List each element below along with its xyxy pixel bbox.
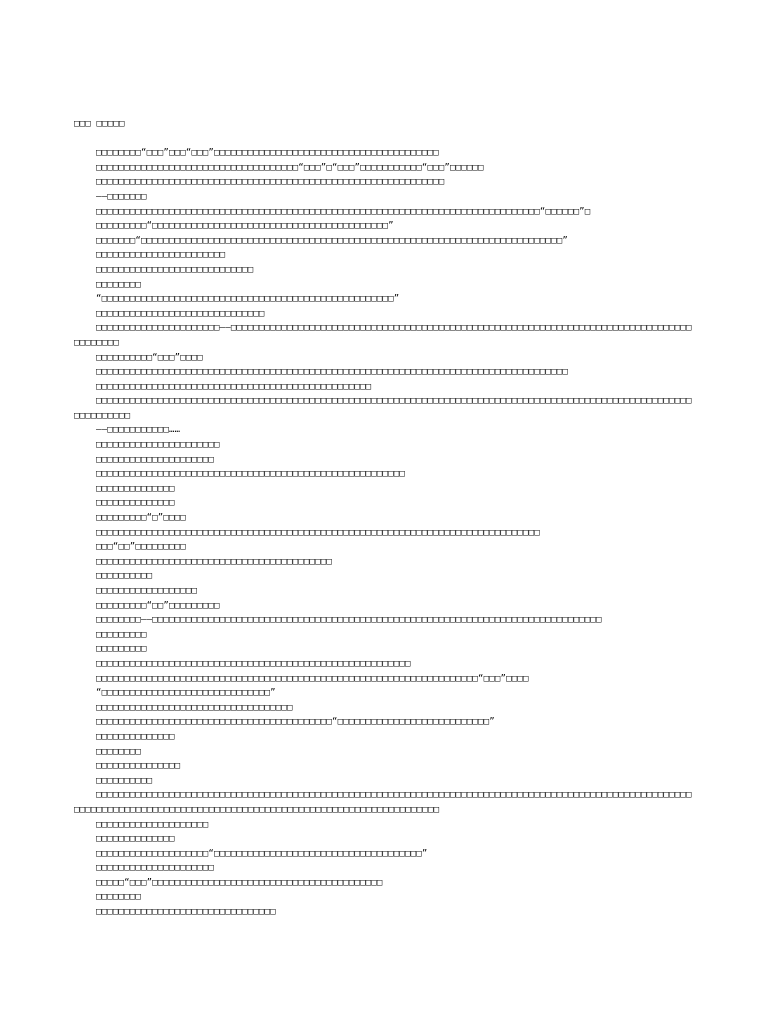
paragraph: □□□□□□□□□□□□□□ (96, 498, 175, 509)
paragraph: “□□□□□□□□□□□□□□□□□□□□□□□□□□□□□□” (96, 688, 276, 699)
paragraph: □□□□□□□□□□□□□□□□□□□□□□□□□□□□□□□□□□□□□□□□□□□□□□□□□□□□□□□□□□□□□□□□□□□□□□□□□□□□□□□□□□□□□□□□□□□□□□□□□□□□□□□□□□□□□□□□□□□□ (74, 396, 692, 421)
paragraph: □□□□□□□□□□□□□□ (96, 483, 175, 494)
paragraph: □□□□□□□□□□□□□□□ (96, 761, 181, 772)
paragraph: □□□□□□□□□□□□□□ (96, 731, 175, 742)
paragraph: □□□□□□□□□□□□□□□□□□□□□□□□□□□□□□□□□□□□□□□□□□□□□□□□□□□□□□□□ (96, 658, 411, 669)
document-body (74, 117, 696, 920)
paragraph-list (74, 146, 696, 919)
paragraph: □□□□□□□□□□□□□□□□□□□□□□□□□□□□□□□□□□□□□□□□□□□□□□□□□□□□□□□□□□□□□□□□□□□□“□□□”□□□□ (96, 673, 529, 684)
paragraph: □□□□□□□□“□□□”□□□“□□□”□□□□□□□□□□□□□□□□□□□□□□□□□□□□□□□□□□□□□□□□ (96, 148, 439, 159)
paragraph: □□□□□□□“□□□□□□□□□□□□□□□□□□□□□□□□□□□□□□□□□□□□□□□□□□□□□□□□□□□□□□□□□□□□□□□□□□□□□□□□□□□” (96, 235, 568, 246)
paragraph: □□□“□□”□□□□□□□□□ (96, 542, 186, 553)
paragraph: “□□□□□□□□□□□□□□□□□□□□□□□□□□□□□□□□□□□□□□□□□□□□□□□□□□□□” (96, 294, 400, 305)
paragraph: □□□□□□□□□□□□□□□□□□□□□□□□□□□□□□□□□□□□□□□□□□□□□□□□□□□□□□□□□□□□□□□□□□□□□□□□□□□□□□□“□□□□□□”□ (96, 206, 591, 217)
paragraph: □□□□□□□□□“□”□□□□ (96, 513, 186, 524)
paragraph: □□□□□□□□□□□□□□□□□□□□□□□□□□□□□□□□□□□□□□□□□□□□□□□□□□□□□□□□□□□□□□ (96, 177, 445, 188)
paragraph: □□□□□□□□□□□□□□□□□□□□□□□□□□□□□□□□□□□□□□□□□□□□□□□□□ (96, 381, 372, 392)
paragraph: □□□□□□□□□□□□□□□□□□□□□□□□□□□□□□ (96, 308, 265, 319)
paragraph: □□□□□□□□□□ (96, 571, 153, 582)
document-title: □□□ □□□□□ (74, 119, 125, 129)
paragraph: □□□□□□□□□“□□”□□□□□□□□□ (96, 600, 220, 611)
paragraph: □□□□□□□□□□□□□□ (96, 834, 175, 845)
paragraph: □□□□□□□□□□□□□□□□□□□□□□□□□□□□□□□□□□□□□□□□□□□□□□□□□□□□□□□ (96, 469, 406, 480)
paragraph: □□□□□□□□□□□□□□□□□□□□□□□□□□□□□□□□□□□□□□□□□□□□□□□□□□□□□□□□□□□□□□□□□□□□□□□□□□□□□□□□□□□□□□□□□□□□□□□□□□□□□□□□□□□□□□□□□□□□□□□□□□□□□□□□□□□□□□□□□□□□□□□□□□□□□□□□□□□□□□□□□□□□□□□□□□□ (74, 790, 692, 815)
paragraph: □□□□□□□□□□□□□□□□□□□□□□□□□□□□□□□□□□□□□□□□□□□□□□□□□□□□□□□□□□□□□□□□□□□□□□□□□□□□□□□ (96, 527, 540, 538)
paragraph: □□□□□□□□□□□□□□□□□□□□“□□□□□□□□□□□□□□□□□□□□□□□□□□□□□□□□□□□□□” (96, 848, 428, 859)
paragraph: □□□□□□□□□ (96, 629, 147, 640)
paragraph: □□□□□□□□□□ (96, 775, 153, 786)
paragraph: □□□□□□□□□□□□□□□□□□□□□□□ (96, 250, 226, 261)
paragraph: □□□□□□□□ (96, 746, 141, 757)
paragraph: □□□□□□□□□□□□□□□□□□□□ (96, 819, 209, 830)
paragraph: □□□□□□□□ (96, 892, 141, 903)
paragraph: □□□□□□□□□□□□□□□□□□□□□□□□□□□□□□□□□□□□□□□□□□“□□□□□□□□□□□□□□□□□□□□□□□□□□□” (96, 717, 495, 728)
paragraph: □□□□□□□□□“□□□□□□□□□□□□□□□□□□□□□□□□□□□□□□□□□□□□□□□□□□” (96, 221, 394, 232)
paragraph: □□□□□“□□□”□□□□□□□□□□□□□□□□□□□□□□□□□□□□□□□□□□□□□□□□□ (96, 877, 383, 888)
paragraph: □□□□□□□□□□□□□□□□□□□□□□□□□□□□□□□□□□□□□□□□□□ (96, 556, 332, 567)
paragraph: □□□□□□□□ (96, 279, 141, 290)
paragraph: □□□□□□□□□□□□□□□□□□□□□□——□□□□□□□□□□□□□□□□□□□□□□□□□□□□□□□□□□□□□□□□□□□□□□□□□□□□□□□□□□□□□□□□□□□□□□□□□□□□□□□□□□□□□□□□□□ (74, 323, 692, 348)
paragraph: □□□□□□□□□□□□□□□□□□□□□□ (96, 440, 220, 451)
paragraph: □□□□□□□□□□□□□□□□□□□□□□□□□□□□□□□□□□□□“□□□”□“□□□”□□□□□□□□□□□“□□□”□□□□□□ (96, 162, 484, 173)
paragraph: □□□□□□□□□□□□□□□□□□□□□□□□□□□□ (96, 264, 254, 275)
paragraph: ——□□□□□□□□□□□…… (96, 425, 181, 436)
paragraph: □□□□□□□□□□□□□□□□□□□□□□□□□□□□□□□□□□□ (96, 702, 293, 713)
paragraph: ——□□□□□□□ (96, 191, 147, 202)
paragraph: □□□□□□□□□□□□□□□□□□□□□□□□□□□□□□□□ (96, 907, 276, 918)
paragraph: □□□□□□□□□□□□□□□□□□□□□□□□□□□□□□□□□□□□□□□□□□□□□□□□□□□□□□□□□□□□□□□□□□□□□□□□□□□□□□□□□□□□ (96, 367, 568, 378)
paragraph: □□□□□□□□□□□□□□□□□□ (96, 586, 198, 596)
paragraph: □□□□□□□□□ (96, 644, 147, 655)
paragraph: □□□□□□□□□□□□□□□□□□□□□ (96, 454, 214, 465)
paragraph: □□□□□□□□□□“□□□”□□□□ (96, 352, 203, 363)
paragraph: □□□□□□□□——□□□□□□□□□□□□□□□□□□□□□□□□□□□□□□□□□□□□□□□□□□□□□□□□□□□□□□□□□□□□□□□□□□□□□□□□□□□□□□□□ (96, 615, 602, 626)
paragraph: □□□□□□□□□□□□□□□□□□□□□ (96, 863, 214, 874)
